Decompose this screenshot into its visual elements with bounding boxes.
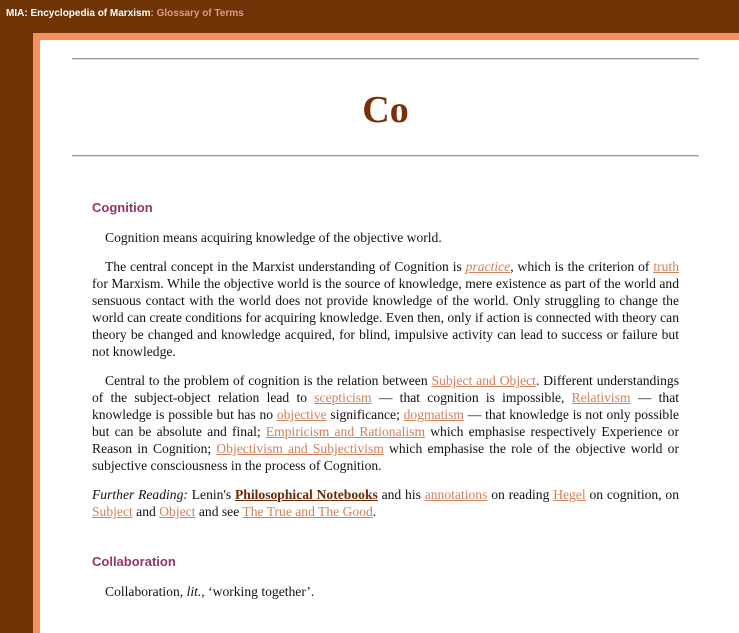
breadcrumb-glossary[interactable]: Glossary of Terms bbox=[156, 8, 244, 19]
text: , ‘working together’. bbox=[201, 584, 315, 599]
further-reading bbox=[92, 486, 679, 520]
breadcrumb-mia[interactable]: MIA bbox=[6, 8, 25, 19]
link-true-and-good[interactable]: The True and The Good bbox=[242, 504, 373, 519]
link-subject-and-object[interactable]: Subject and Object bbox=[431, 373, 536, 388]
text: Central to the problem of cognition is the relation between bbox=[105, 373, 432, 388]
text: on cognition, on bbox=[585, 487, 680, 502]
link-subject[interactable]: Subject bbox=[92, 504, 133, 519]
paragraph bbox=[92, 372, 679, 474]
link-empiricism-and-rationalism[interactable]: Empiricism and Rationalism bbox=[265, 424, 426, 439]
text: The central concept in the Marxist understanding of Cognition is bbox=[105, 259, 466, 274]
separator: : bbox=[150, 8, 157, 19]
text: — that cognition is impossible, bbox=[371, 390, 572, 405]
link-truth[interactable]: truth bbox=[653, 259, 679, 274]
entry-cognition bbox=[92, 200, 679, 520]
link-dogmatism[interactable]: dogmatism bbox=[403, 407, 465, 422]
entry-heading: Cognition bbox=[92, 200, 153, 215]
text: — that knowledge is possible but has no bbox=[92, 390, 679, 422]
text: for Marxism. While the objective world is the source of knowledge, mere existence as part of the world and sensuous contact with the world does not provide knowledge of the world. Only struggling to change the world can create conditions for acquiring knowledge. Even then, only if action is connected with theory can theory be changed and knowledge acquired, for blind, impulsive activity can lead to success or failure but not knowledge. bbox=[92, 276, 679, 359]
text: on reading bbox=[487, 487, 554, 502]
content bbox=[92, 200, 679, 612]
page-title: Co bbox=[362, 89, 409, 131]
link-practice[interactable]: practice bbox=[465, 259, 511, 274]
link-hegel[interactable]: Hegel bbox=[553, 487, 586, 502]
text: and his bbox=[377, 487, 425, 502]
link-annotations[interactable]: annotations bbox=[424, 487, 488, 502]
text: Collaboration, bbox=[105, 584, 187, 599]
text: and see bbox=[195, 504, 243, 519]
breadcrumb-encyclopedia[interactable]: Encyclopedia of Marxism bbox=[30, 8, 151, 19]
page-body bbox=[40, 40, 739, 633]
entry-heading: Collaboration bbox=[92, 554, 176, 569]
paragraph bbox=[92, 583, 679, 600]
divider bbox=[72, 155, 699, 157]
page-frame bbox=[33, 33, 739, 633]
entry-collaboration bbox=[92, 554, 679, 600]
text: — that knowledge is not only possible but can be absolute and final; bbox=[92, 407, 680, 439]
link-scepticism[interactable]: scepticism bbox=[314, 390, 372, 405]
text: Lenin's bbox=[187, 487, 235, 502]
text: lit. bbox=[186, 584, 202, 599]
paragraph: Cognition means acquiring knowledge of the objective world. bbox=[105, 230, 442, 245]
paragraph bbox=[92, 258, 679, 360]
text: significance; bbox=[326, 407, 404, 422]
text: which emphasise the role of the objective world or subjective consciousness in the process of Cognition. bbox=[92, 441, 679, 473]
text: and bbox=[132, 504, 160, 519]
link-objectivism-and-subjectivism[interactable]: Objectivism and Subjectivism bbox=[216, 441, 384, 456]
link-object[interactable]: Object bbox=[159, 504, 196, 519]
further-reading-label: Further Reading: bbox=[92, 487, 188, 502]
separator: : bbox=[24, 8, 31, 19]
link-objective[interactable]: objective bbox=[276, 407, 327, 422]
divider bbox=[72, 58, 699, 60]
text: , which is the criterion of bbox=[510, 259, 654, 274]
text: which emphasise respectively Experience or Reason in Cognition; bbox=[92, 424, 679, 456]
breadcrumb bbox=[6, 8, 244, 19]
link-relativism[interactable]: Relativism bbox=[571, 390, 631, 405]
text: . Different understandings of the subject-object relation lead to bbox=[92, 373, 680, 405]
text: . bbox=[372, 504, 377, 519]
link-philosophical-notebooks[interactable]: Philosophical Notebooks bbox=[235, 487, 378, 502]
